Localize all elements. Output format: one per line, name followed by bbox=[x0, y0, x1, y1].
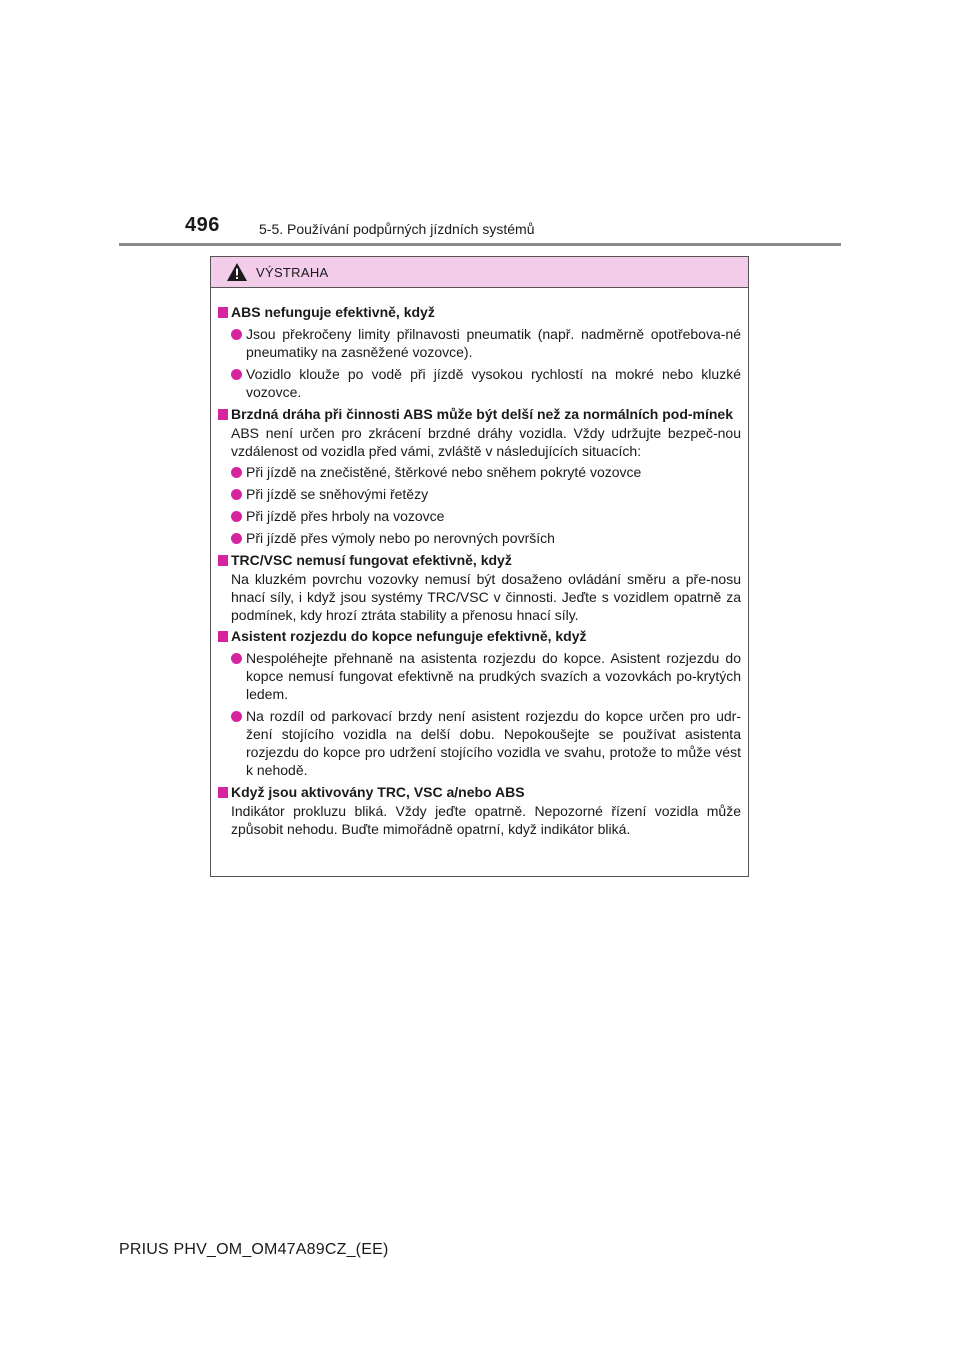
page-number: 496 bbox=[185, 214, 220, 236]
bullet-item bbox=[218, 463, 741, 481]
section-heading bbox=[218, 405, 741, 424]
section-paragraph: Indikátor prokluzu bliká. Vždy jeďte opatrně. Nepozorné řízení vozidla může způsobit nehodu. Buďte mimořádně opatrní, když indikátor bliká. bbox=[231, 803, 741, 837]
section-heading-text: Když jsou aktivovány TRC, VSC a/nebo ABS bbox=[231, 784, 525, 800]
bullet-text: Při jízdě se sněhovými řetězy bbox=[246, 486, 429, 502]
round-bullet-icon bbox=[231, 329, 242, 340]
section-heading-text: Brzdná dráha při činnosti ABS může být delší než za normálních pod-mínek bbox=[231, 406, 734, 422]
warning-triangle-icon bbox=[227, 263, 247, 281]
bullet-text: Při jízdě přes hrboly na vozovce bbox=[246, 508, 445, 524]
bullet-text: Na rozdíl od parkovací brzdy není asistent rozjezdu do kopce určen pro udr-žení stojícího vozidla na delší dobu. Nepokoušejte se používat asistenta rozjezdu do kopce pro udržení stojícího vozidla ve svahu, protože to může vést k nehodě. bbox=[246, 708, 741, 778]
bullet-item bbox=[218, 649, 741, 703]
section-heading-text: ABS nefunguje efektivně, když bbox=[231, 304, 435, 320]
bullet-item bbox=[218, 365, 741, 401]
round-bullet-icon bbox=[231, 653, 242, 664]
section-heading bbox=[218, 303, 741, 322]
section-heading-text: TRC/VSC nemusí fungovat efektivně, když bbox=[231, 552, 512, 568]
bullet-item bbox=[218, 507, 741, 525]
square-bullet-icon bbox=[218, 787, 228, 798]
bullet-item bbox=[218, 529, 741, 547]
section-heading bbox=[218, 783, 741, 802]
round-bullet-icon bbox=[231, 533, 242, 544]
section-heading bbox=[218, 627, 741, 646]
warning-box bbox=[210, 256, 749, 877]
bullet-item bbox=[218, 707, 741, 779]
section-heading bbox=[218, 551, 741, 570]
square-bullet-icon bbox=[218, 307, 228, 318]
bullet-text: Při jízdě na znečistěné, štěrkové nebo sněhem pokryté vozovce bbox=[246, 464, 642, 480]
section-title: 5-5. Používání podpůrných jízdních systémů bbox=[259, 221, 535, 237]
bullet-text: Jsou překročeny limity přilnavosti pneumatik (např. nadměrně opotřebova-né pneumatiky na zasněžené vozovce). bbox=[246, 326, 741, 360]
section-paragraph: ABS není určen pro zkrácení brzdné dráhy vozidla. Vždy udržujte bezpeč-nou vzdálenost od vozidla před vámi, zvláště v následujících situacích: bbox=[231, 425, 741, 459]
round-bullet-icon bbox=[231, 511, 242, 522]
bullet-text: Nespoléhejte přehnaně na asistenta rozjezdu do kopce. Asistent rozjezdu do kopce nemusí fungovat efektivně na prudkých svazích a vozovkách po-krytých ledem. bbox=[246, 650, 741, 702]
round-bullet-icon bbox=[231, 711, 242, 722]
round-bullet-icon bbox=[231, 467, 242, 478]
round-bullet-icon bbox=[231, 369, 242, 380]
section-paragraph: Na kluzkém povrchu vozovky nemusí být dosaženo ovládání směru a pře-nosu hnací síly, i když jsou systémy TRC/VSC v činnosti. Jeďte s vozidlem opatrně za podmínek, kdy hrozí ztráta stability a přenosu hnací síly. bbox=[231, 571, 741, 623]
warning-header bbox=[211, 257, 748, 288]
round-bullet-icon bbox=[231, 489, 242, 500]
square-bullet-icon bbox=[218, 631, 228, 642]
header-rule bbox=[119, 243, 841, 246]
bullet-item bbox=[218, 485, 741, 503]
square-bullet-icon bbox=[218, 555, 228, 566]
warning-title: VÝSTRAHA bbox=[256, 264, 329, 280]
bullet-item bbox=[218, 325, 741, 361]
warning-content bbox=[211, 288, 748, 838]
bullet-text: Vozidlo klouže po vodě při jízdě vysokou rychlostí na mokré nebo kluzké vozovce. bbox=[246, 366, 741, 400]
bullet-text: Při jízdě přes výmoly nebo po nerovných površích bbox=[246, 530, 555, 546]
section-heading-text: Asistent rozjezdu do kopce nefunguje efektivně, když bbox=[231, 628, 587, 644]
document-code: PRIUS PHV_OM_OM47A89CZ_(EE) bbox=[119, 1241, 389, 1258]
square-bullet-icon bbox=[218, 409, 228, 420]
